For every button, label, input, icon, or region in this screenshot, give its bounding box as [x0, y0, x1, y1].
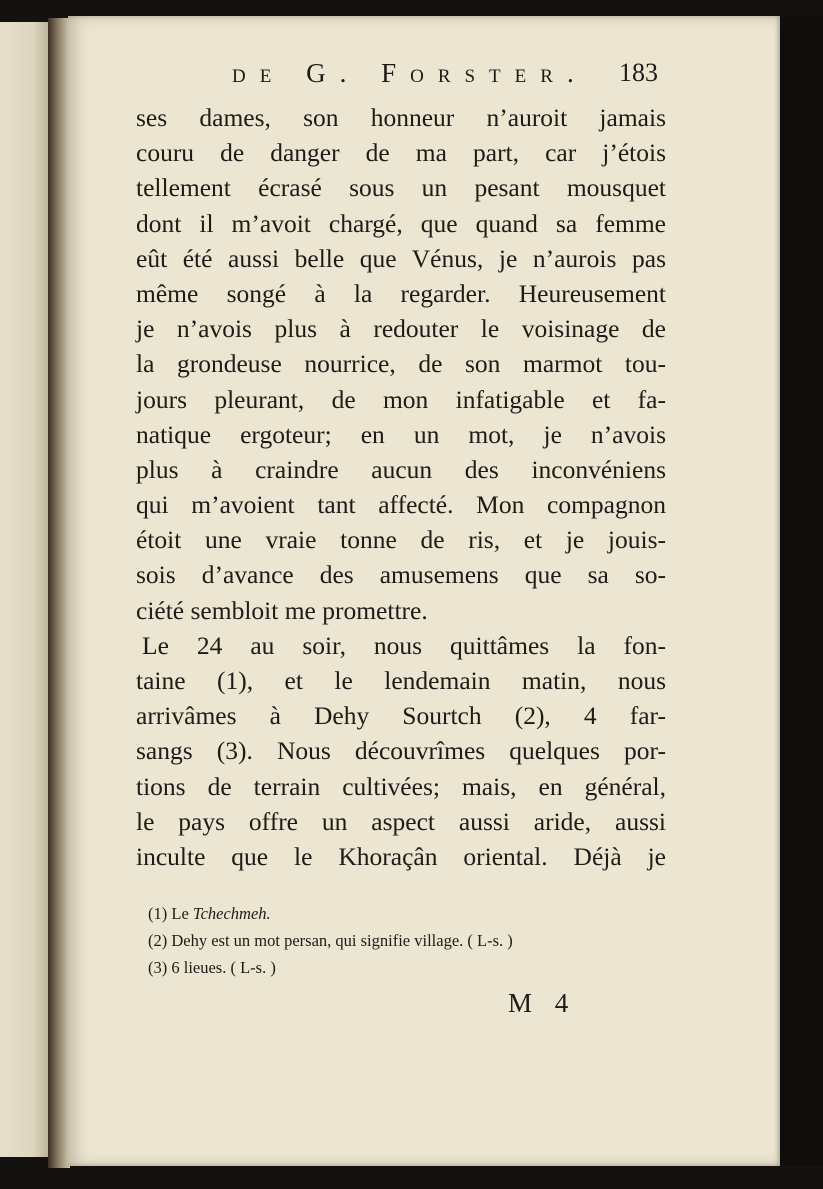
text-line: qui m’avoient tant affecté. Mon compagnon [136, 490, 666, 520]
footnote-1-marker: (1) Le [148, 904, 189, 923]
text-line: arrivâmes à Dehy Sourtch (2), 4 far- [136, 701, 666, 731]
text-line: inculte que le Khoraçân oriental. Déjà je [136, 841, 666, 871]
text-line: tellement écrasé sous un pesant mousquet [136, 173, 666, 203]
signature-mark: M 4 [508, 988, 577, 1018]
facing-page-edge [0, 22, 50, 1157]
running-head [232, 58, 658, 94]
body-text [136, 100, 666, 874]
text-line: je n’avois plus à redouter le voisinage de [136, 314, 666, 344]
footnote-3: (3) 6 lieues. ( L-s. ) [148, 958, 276, 977]
text-line: couru de danger de ma part, car j’étois [136, 138, 666, 168]
text-line: taine (1), et le lendemain matin, nous [136, 666, 666, 695]
text-line: tions de terrain cultivées; mais, en général, [136, 771, 666, 801]
footnotes [148, 900, 668, 981]
text-line: même songé à la regarder. Heureusement [136, 278, 666, 308]
text-line: eût été aussi belle que Vénus, je n’aurois pas [136, 243, 666, 273]
text-line: le pays offre un aspect aussi aride, aussi [136, 806, 666, 836]
footnote-1-text: Tchechmeh. [192, 904, 271, 923]
text-line: dont il m’avoit chargé, que quand sa femme [136, 208, 666, 238]
text-line: jours pleurant, de mon infatigable et fa- [136, 384, 666, 414]
book-gutter [48, 18, 70, 1168]
page-number: 183 [619, 58, 658, 87]
footnote-1 [148, 900, 668, 927]
background-edge [780, 16, 823, 1166]
footnote-2: (2) Dehy est un mot persan, qui signifie village. ( L-s. ) [148, 931, 513, 950]
text-line: plus à craindre aucun des inconvéniens [136, 454, 666, 484]
running-head-title: de G. Forster. [232, 58, 588, 88]
text-line: sois d’avance des amusemens que sa so- [136, 560, 666, 590]
text-line: natique ergoteur; en un mot, je n’avois [136, 419, 666, 449]
text-line: sangs (3). Nous découvrîmes quelques por- [136, 736, 666, 766]
text-line: Le 24 au soir, nous quittâmes la fon- [142, 630, 666, 660]
text-line: ses dames, son honneur n’auroit jamais [136, 103, 666, 132]
text-line: étoit une vraie tonne de ris, et je jouis- [136, 525, 666, 555]
text-line: la grondeuse nourrice, de son marmot tou- [136, 349, 666, 379]
text-line: ciété sembloit me promettre. [136, 595, 428, 625]
